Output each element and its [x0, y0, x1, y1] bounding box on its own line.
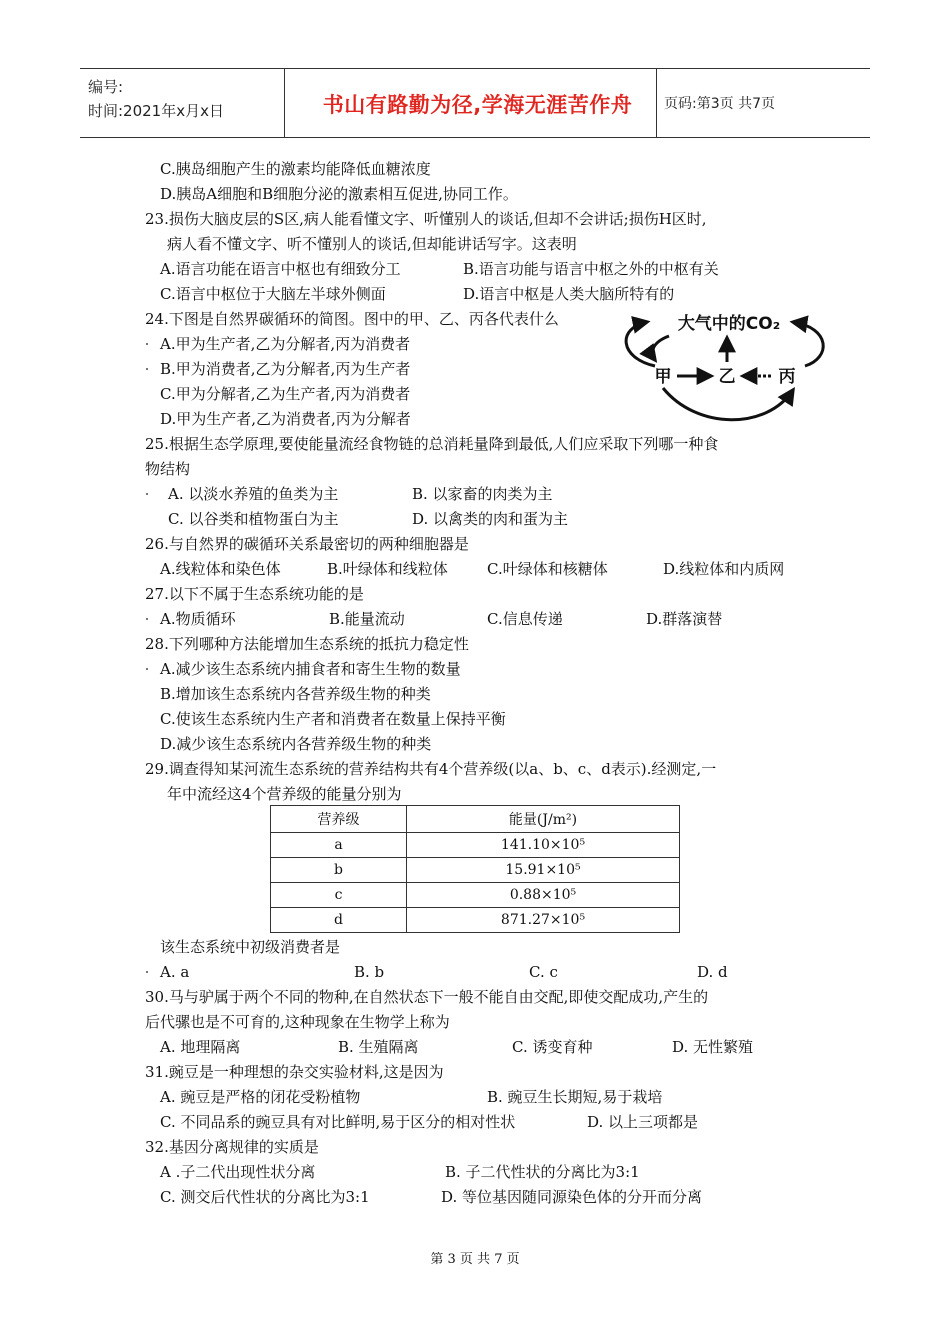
option-b: B.叶绿体和线粒体: [327, 560, 448, 578]
header-divider: [656, 69, 657, 137]
question-27: 27.以下不属于生态系统功能的是: [145, 585, 364, 603]
option-line: D.胰岛A细胞和B细胞分泌的激素相互促进,协同工作。: [160, 185, 518, 203]
diagram-node-yi: 乙: [718, 367, 736, 387]
option-b: B. 子二代性状的分离比为3:1: [445, 1163, 640, 1181]
option-c: C. 不同品系的豌豆具有对比鲜明,易于区分的相对性状: [160, 1113, 516, 1131]
table-cell-energy: 141.10×10⁵: [407, 833, 680, 858]
option-d: D. 无性繁殖: [672, 1038, 754, 1056]
carbon-cycle-diagram: [617, 306, 835, 424]
question-30: 30.马与驴属于两个不同的物种,在自然状态下一般不能自由交配,即使交配成功,产生的: [145, 988, 709, 1006]
option-d: D.减少该生态系统内各营养级生物的种类: [160, 735, 432, 753]
question-line: 后代骡也是不可育的,这种现象在生物学上称为: [145, 1013, 450, 1031]
option-c: C. 测交后代性状的分离比为3:1: [160, 1188, 370, 1206]
arrow-bing-to-co2: [793, 322, 823, 366]
table-row: [271, 833, 680, 858]
table-cell-level: c: [271, 883, 407, 908]
table-cell-energy: 871.27×10⁵: [407, 908, 680, 933]
option-a: A .子二代出现性状分离: [160, 1163, 316, 1181]
option-d: D. 等位基因随同源染色体的分开而分离: [441, 1188, 703, 1206]
scan-dot: [146, 971, 148, 973]
scan-dot: [146, 668, 148, 670]
document-time-label: 时间:2021年x月x日: [88, 102, 224, 120]
question-line: 病人看不懂文字、听不懂别人的谈话,但却能讲话写字。这表明: [167, 235, 577, 253]
option-a: A.甲为生产者,乙为分解者,丙为消费者: [160, 335, 411, 353]
option-a: A. 地理隔离: [160, 1038, 241, 1056]
option-d: D. 以上三项都是: [587, 1113, 699, 1131]
option-a: A.减少该生态系统内捕食者和寄生生物的数量: [160, 660, 461, 678]
table-header-level: 营养级: [271, 806, 407, 833]
diagram-node-bing: 丙: [778, 367, 796, 387]
scan-dot: [146, 493, 148, 495]
table-cell-level: d: [271, 908, 407, 933]
question-28: 28.下列哪种方法能增加生态系统的抵抗力稳定性: [145, 635, 469, 653]
question-26: 26.与自然界的碳循环关系最密切的两种细胞器是: [145, 535, 469, 553]
table-cell-energy: 0.88×10⁵: [407, 883, 680, 908]
option-d: D. 以禽类的肉和蛋为主: [412, 510, 569, 528]
question-32: 32.基因分离规律的实质是: [145, 1138, 319, 1156]
option-b: B. 生殖隔离: [338, 1038, 419, 1056]
diagram-co2-label: 大气中的CO₂: [677, 314, 781, 334]
table-row: [271, 858, 680, 883]
question-line: 该生态系统中初级消费者是: [160, 938, 341, 956]
option-b: B.甲为消费者,乙为分解者,丙为生产者: [160, 360, 411, 378]
option-d: D.语言中枢是人类大脑所特有的: [463, 285, 675, 303]
option-d: D.群落演替: [646, 610, 723, 628]
table-cell-level: b: [271, 858, 407, 883]
scan-dot: [146, 343, 148, 345]
option-d: D.线粒体和内质网: [663, 560, 785, 578]
option-c: C.语言中枢位于大脑左半球外侧面: [160, 285, 386, 303]
option-b: B. 豌豆生长期短,易于栽培: [487, 1088, 663, 1106]
arrow-jia-to-bing: [663, 388, 793, 420]
question-line: 年中流经这4个营养级的能量分别为: [167, 785, 402, 803]
option-c: C.使该生态系统内生产者和消费者在数量上保持平衡: [160, 710, 506, 728]
option-a: A.线粒体和染色体: [160, 560, 281, 578]
page-footer: 第 3 页 共 7 页: [430, 1252, 520, 1267]
option-c: C.甲为分解者,乙为生产者,丙为消费者: [160, 385, 411, 403]
option-a: A. a: [160, 963, 190, 981]
table-row: [271, 908, 680, 933]
diagram-node-jia: 甲: [654, 367, 672, 387]
option-c: C. 诱变育种: [512, 1038, 593, 1056]
arrow-jia-to-co2: [626, 322, 655, 366]
arrow-co2-to-jia: [652, 336, 669, 360]
scan-dot: [146, 618, 148, 620]
question-24: 24.下图是自然界碳循环的简图。图中的甲、乙、丙各代表什么: [145, 310, 559, 328]
question-line: 物结构: [145, 460, 191, 478]
option-c: C. c: [529, 963, 558, 981]
option-c: C.信息传递: [487, 610, 563, 628]
option-d: D.甲为生产者,乙为消费者,丙为分解者: [160, 410, 411, 428]
document-number-label: 编号:: [88, 78, 124, 96]
option-a: A.物质循环: [160, 610, 236, 628]
option-b: B.能量流动: [329, 610, 405, 628]
question-29: 29.调查得知某河流生态系统的营养结构共有4个营养级(以a、b、c、d表示).经测定,一: [145, 760, 717, 778]
option-b: B. 以家畜的肉类为主: [412, 485, 553, 503]
energy-table: [270, 805, 680, 933]
option-line: C.胰岛细胞产生的激素均能降低血糖浓度: [160, 160, 431, 178]
table-row: [271, 883, 680, 908]
option-c: C.叶绿体和核糖体: [487, 560, 608, 578]
header-motto: 书山有路勤为径,学海无涯苦作舟: [322, 93, 633, 117]
question-23: 23.损伤大脑皮层的S区,病人能看懂文字、听懂别人的谈话,但却不会讲话;损伤H区时,: [145, 210, 707, 228]
option-a: A. 豌豆是严格的闭花受粉植物: [160, 1088, 361, 1106]
option-d: D. d: [697, 963, 728, 981]
option-b: B.语言功能与语言中枢之外的中枢有关: [463, 260, 719, 278]
header-meta: [88, 75, 224, 123]
table-cell-energy: 15.91×10⁵: [407, 858, 680, 883]
table-header-energy: 能量(J/m²): [407, 806, 680, 833]
scan-dot: [146, 368, 148, 370]
question-31: 31.豌豆是一种理想的杂交实验材料,这是因为: [145, 1063, 444, 1081]
option-b: B.增加该生态系统内各营养级生物的种类: [160, 685, 431, 703]
option-a: A. 以淡水养殖的鱼类为主: [168, 485, 339, 503]
question-25: 25.根据生态学原理,要使能量流经食物链的总消耗量降到最低,人们应采取下列哪一种食: [145, 435, 719, 453]
option-c: C. 以谷类和植物蛋白为主: [168, 510, 339, 528]
page-header: [80, 68, 870, 138]
header-page-info: 页码:第3页 共7页: [664, 96, 775, 112]
table-cell-level: a: [271, 833, 407, 858]
option-b: B. b: [354, 963, 385, 981]
table-header-row: [271, 806, 680, 833]
option-a: A.语言功能在语言中枢也有细致分工: [160, 260, 401, 278]
